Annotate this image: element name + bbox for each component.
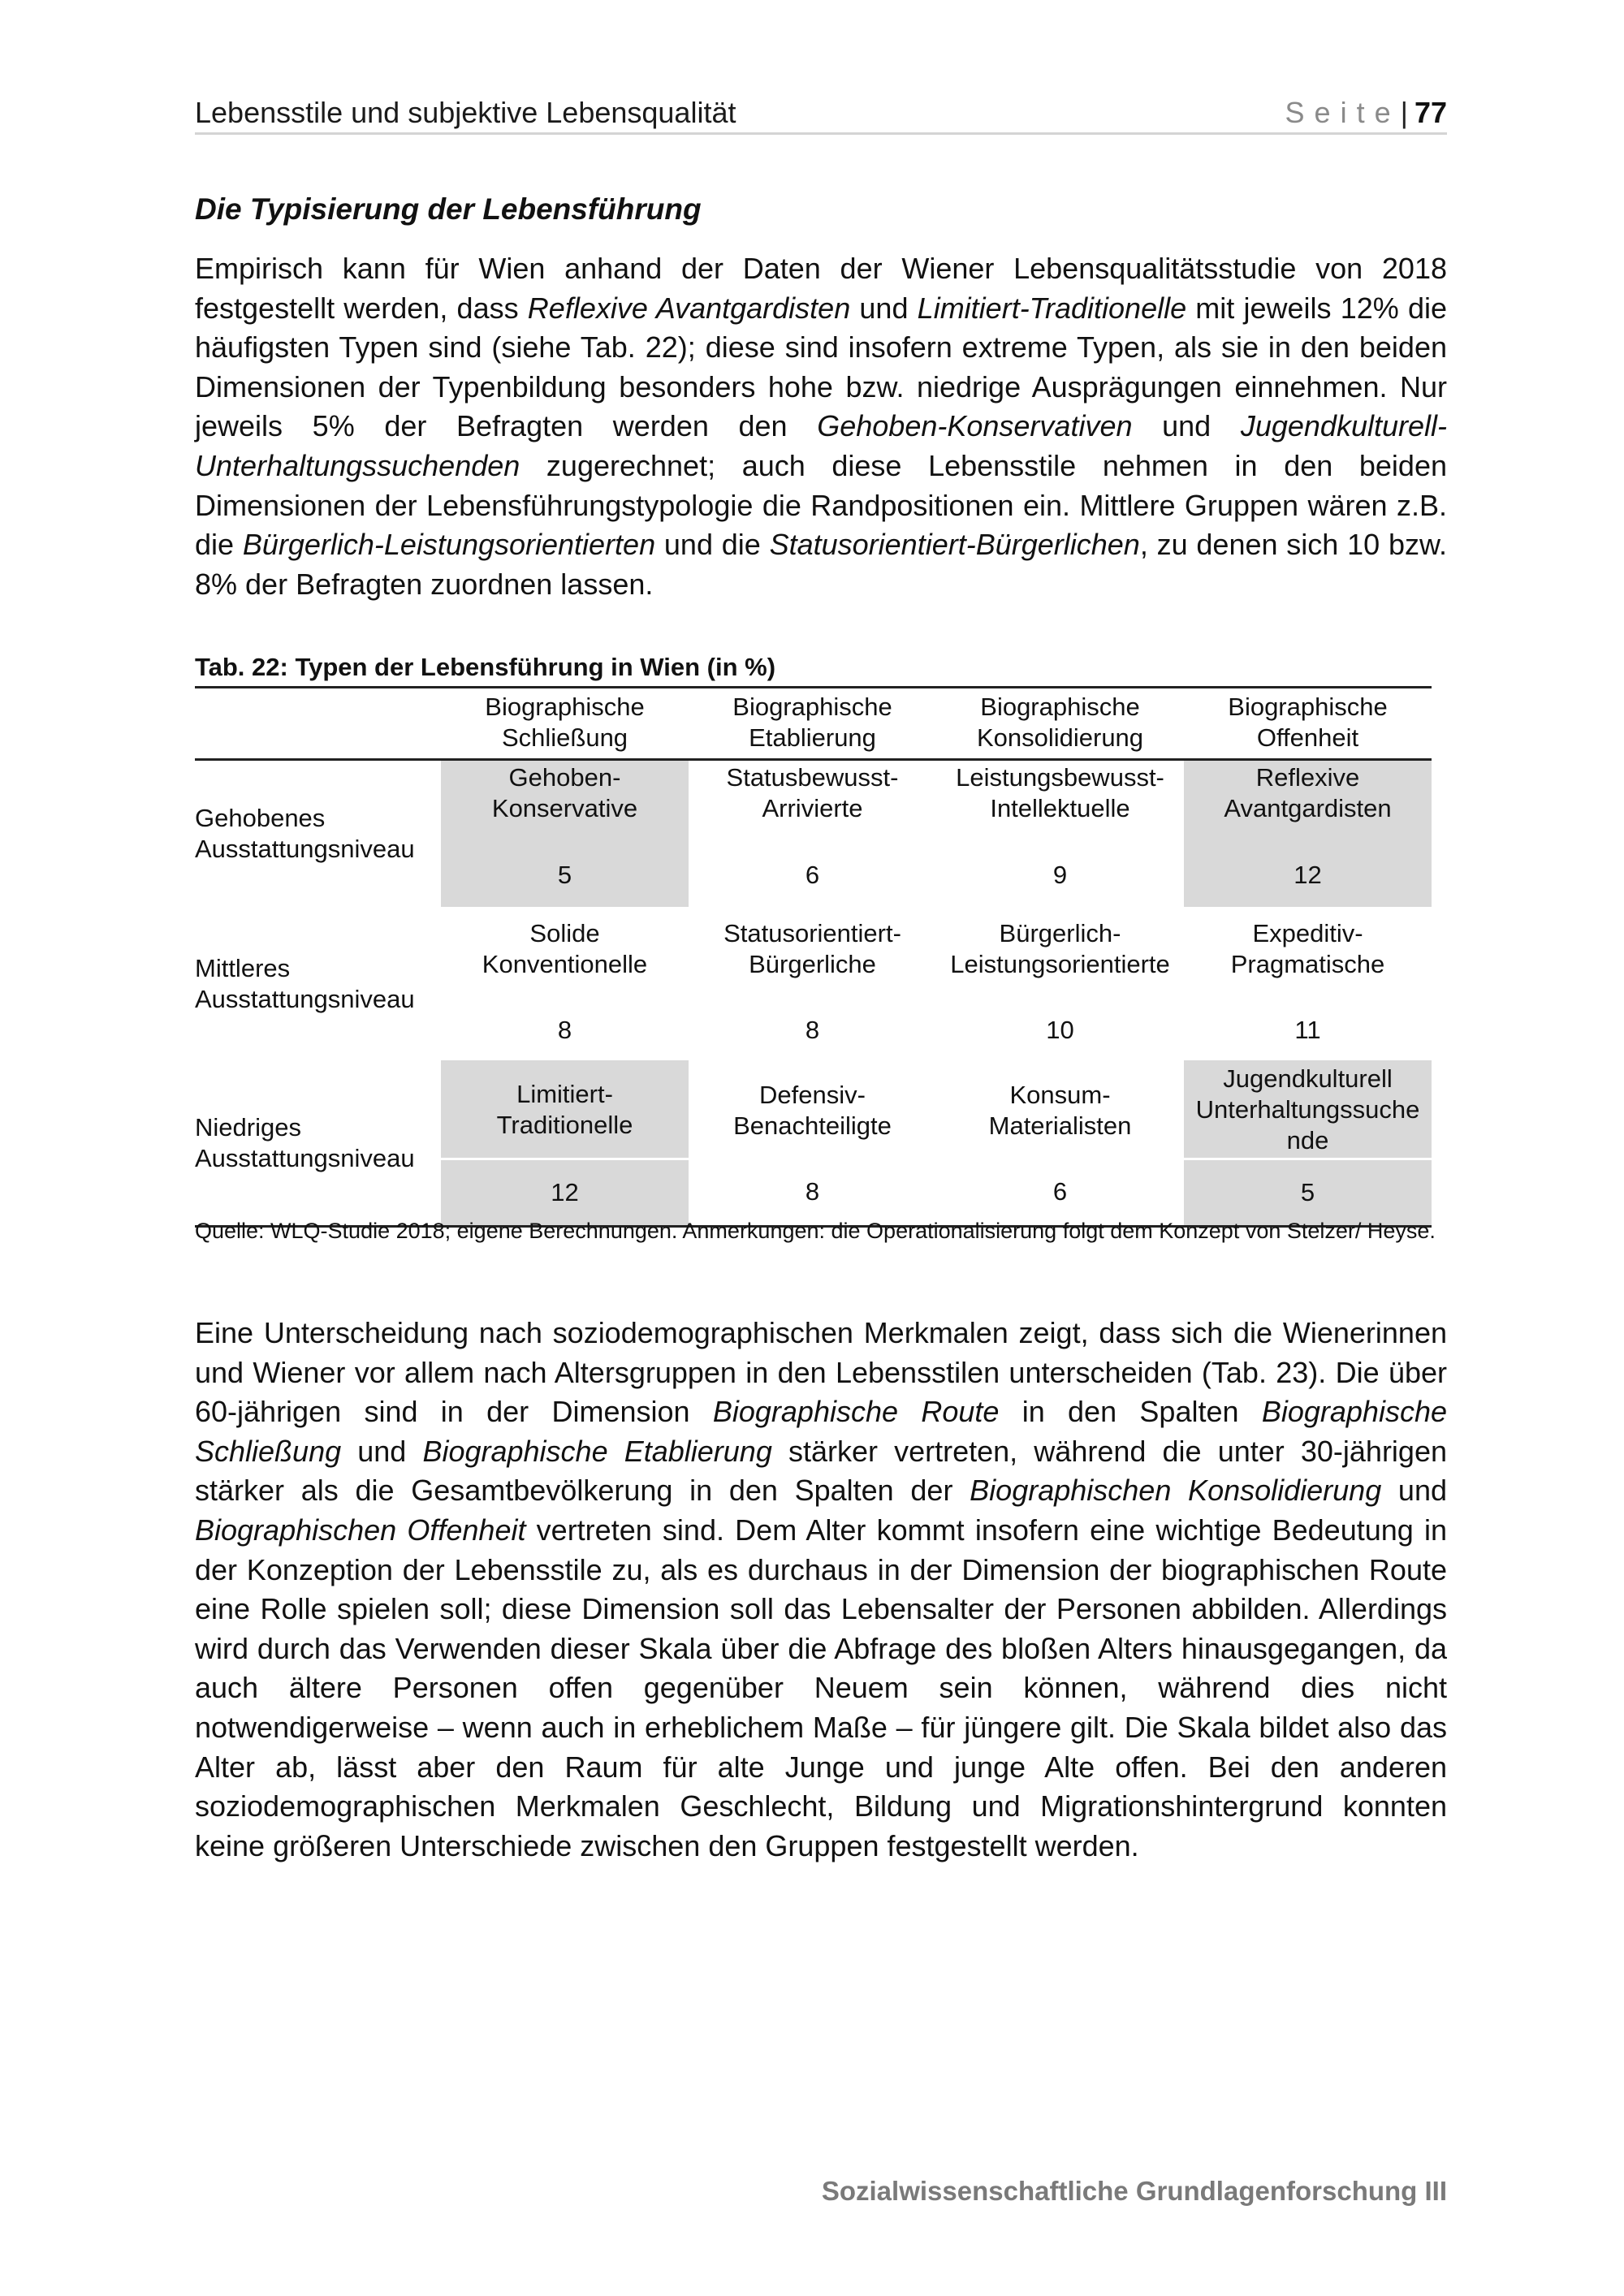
row-label-line: Niedriges: [195, 1112, 301, 1142]
type-name: Konventionelle: [482, 950, 648, 978]
text-run: und die: [655, 528, 770, 562]
emphasis: Limitiert-Traditionelle: [917, 291, 1187, 325]
percent-value: 5: [1184, 1159, 1432, 1227]
table-row: [195, 760, 1432, 844]
type-name: Leistungsbewusst-: [956, 763, 1164, 792]
percent-value: 12: [441, 1159, 689, 1227]
row-label: [195, 1060, 441, 1227]
type-name: Pragmatische: [1230, 950, 1385, 978]
type-name-cell: [936, 1060, 1184, 1159]
percent-value: 8: [805, 1177, 820, 1206]
table-caption: Tab. 22: Typen der Lebensführung in Wien (in %): [195, 653, 776, 681]
type-name: Gehoben-: [508, 763, 621, 792]
table-row: [195, 907, 1432, 999]
percent-value: 8: [805, 1015, 820, 1044]
type-name-cell: [441, 1060, 689, 1159]
header-line: Biographische: [1228, 693, 1388, 721]
emphasis: Biographische Etablierung: [422, 1434, 772, 1468]
percent-value: 5: [441, 844, 689, 907]
row-label-line: Gehobenes: [195, 804, 326, 832]
type-name-cell: [1184, 760, 1432, 844]
emphasis: Biographische Route: [712, 1395, 1000, 1429]
row-label-line: Ausstattungsniveau: [195, 1143, 415, 1172]
lifestyle-types-table: [195, 686, 1432, 1228]
emphasis: Reflexive Avantgardisten: [527, 291, 851, 325]
type-name: Statusorientiert-: [723, 919, 901, 947]
page-footer: Sozialwissenschaftliche Grundlagenforschung III: [821, 2176, 1447, 2206]
body-paragraph: [195, 1314, 1447, 1866]
percent-value: 6: [1052, 1177, 1068, 1206]
text-run: Empirisch kann für Wien anhand der Daten der Wiener Lebensqualitätsstudie von 2018 festgestellt werden, dass: [195, 252, 1447, 325]
type-name: Bürgerlich-: [999, 919, 1121, 947]
page-number: 77: [1414, 96, 1447, 129]
type-name: Benachteiligte: [733, 1111, 892, 1140]
corner-cell: [195, 688, 441, 760]
text-run: in den Spalten: [999, 1395, 1262, 1429]
row-label: [195, 907, 441, 1060]
header-line: Biographische: [485, 693, 645, 721]
percent-value: 9: [1052, 861, 1068, 889]
emphasis: Gehoben-Konservativen: [817, 409, 1133, 443]
type-name-cell: [689, 1060, 936, 1159]
header-line: Konsolidierung: [976, 723, 1144, 752]
text-run: Eine Unterscheidung nach soziodemographischen Merkmalen zeigt, dass sich die Wienerinnen und Wiener vor allem nach Altersgruppen in den Lebensstilen unterscheiden (Tab. 23). Die über 60-jährigen sind in der Dimension: [195, 1316, 1447, 1429]
type-name: Reflexive: [1255, 763, 1360, 792]
type-name-cell: [936, 760, 1184, 844]
table-row: [195, 1060, 1432, 1159]
header-line: Schließung: [501, 723, 628, 752]
text-run: und: [850, 291, 918, 325]
text-run: und: [1132, 409, 1241, 443]
emphasis: Biographische Schließung: [195, 1395, 1447, 1468]
row-label-line: Mittleres: [195, 953, 291, 982]
page-separator: |: [1400, 96, 1408, 129]
text-run: und: [341, 1434, 423, 1468]
type-name: Statusbewusst-: [726, 763, 899, 792]
column-header: [441, 688, 689, 760]
type-name: Limitiert-: [516, 1080, 613, 1108]
text-run: , zu denen sich 10 bzw. 8% der Befragten zuordnen lassen.: [195, 528, 1447, 601]
row-label-line: Ausstattungsniveau: [195, 835, 415, 863]
header-line: Biographische: [732, 693, 892, 721]
page-label: Seite: [1285, 96, 1401, 129]
text-run: zugerechnet; auch diese Lebensstile nehmen in den beiden Dimensionen der Lebensführungstypologie die Randpositionen ein. Mittlere Gruppen wären z.B. die: [195, 448, 1447, 562]
type-name: Bürgerliche: [749, 950, 876, 978]
column-header: [689, 688, 936, 760]
running-title: Lebensstile und subjektive Lebensqualität: [195, 96, 736, 129]
type-name: Arrivierte: [762, 794, 863, 822]
section-title: Die Typisierung der Lebensführung: [195, 192, 702, 226]
column-header: [1184, 688, 1432, 760]
emphasis: Jugendkulturell-Unterhaltungssuchenden: [195, 409, 1447, 482]
type-name: Konservative: [491, 794, 638, 822]
type-name: Solide: [529, 919, 600, 947]
header-line: Offenheit: [1256, 723, 1359, 752]
type-name-cell: [441, 907, 689, 999]
row-label: [195, 760, 441, 908]
text-run: und: [1381, 1474, 1447, 1508]
type-name: Traditionelle: [496, 1111, 633, 1139]
page-header: [195, 93, 1447, 135]
percent-value: 12: [1184, 844, 1432, 907]
type-name: Unterhaltungssuche: [1195, 1095, 1420, 1124]
emphasis: Bürgerlich-Leistungsorientierten: [242, 528, 656, 562]
emphasis: Biographischen Offenheit: [195, 1513, 526, 1547]
column-header: [936, 688, 1184, 760]
text-run: vertreten sind. Dem Alter kommt insofern eine wichtige Bedeutung in der Konzeption der Lebensstile zu, als es durchaus in der Dimension der biographischen Route eine Rolle spielen soll; diese Dimension soll das Lebensalter der Personen abbilden. Allerdings wird durch das Verwenden dieser Skala über die Abfrage des bloßen Alters hinausgegangen, da auch ältere Personen offen gegenüber Neuem sein können, während dies nicht notwendigerweise – wenn auch in erheblichem Maße – für jüngere gilt. Die Skala bildet also das Alter ab, lässt aber den Raum für alte Junge und junge Alte offen. Bei den anderen soziodemographischen Merkmalen Geschlecht, Bildung und Migrationshintergrund konnten keine größeren Unterschiede zwischen den Gruppen festgestellt werden.: [195, 1513, 1447, 1862]
type-name: Leistungsorientierte: [950, 950, 1170, 978]
text-run: stärker vertreten, während die unter 30-jährigen stärker als die Gesamtbevölkerung in den Spalten der: [195, 1434, 1447, 1508]
percent-value: 10: [1046, 1015, 1074, 1044]
table-header-row: [195, 688, 1432, 760]
type-name: Intellektuelle: [990, 794, 1130, 822]
type-name: Materialisten: [988, 1111, 1132, 1140]
type-name: Avantgardisten: [1224, 794, 1392, 822]
table-source-note: Quelle: WLQ-Studie 2018; eigene Berechnungen. Anmerkungen: die Operationalisierung folgt dem Konzept von Stelzer/ Heyse.: [195, 1219, 1436, 1243]
type-name: Defensiv-: [759, 1080, 866, 1109]
type-name-cell: [1184, 1060, 1432, 1159]
emphasis: Biographischen Konsolidierung: [970, 1474, 1382, 1508]
page-indicator: [1285, 93, 1447, 132]
type-name-cell: [441, 760, 689, 844]
type-name: Jugendkulturell: [1223, 1064, 1393, 1093]
emphasis: Statusorientiert-Bürgerlichen: [769, 528, 1140, 562]
type-name-cell: [1184, 907, 1432, 999]
type-name: Expeditiv-: [1252, 919, 1363, 947]
header-line: Etablierung: [749, 723, 876, 752]
row-label-line: Ausstattungsniveau: [195, 984, 415, 1013]
type-name: Konsum-: [1009, 1080, 1111, 1109]
type-name: nde: [1286, 1126, 1329, 1154]
type-name-cell: [936, 907, 1184, 999]
percent-value: 11: [1294, 1015, 1321, 1044]
intro-paragraph: [195, 249, 1447, 604]
type-name-cell: [689, 760, 936, 844]
percent-value: 8: [557, 1015, 572, 1044]
percent-value: 6: [805, 861, 820, 889]
header-line: Biographische: [980, 693, 1140, 721]
type-name-cell: [689, 907, 936, 999]
text-run: mit jeweils 12% die häufigsten Typen sind (siehe Tab. 22); diese sind insofern extreme Typen, als sie in den beiden Dimensionen der Typenbildung besonders hohe bzw. niedrige Ausprägungen einnehmen. Nur jeweils 5% der Befragten werden den: [195, 291, 1447, 443]
